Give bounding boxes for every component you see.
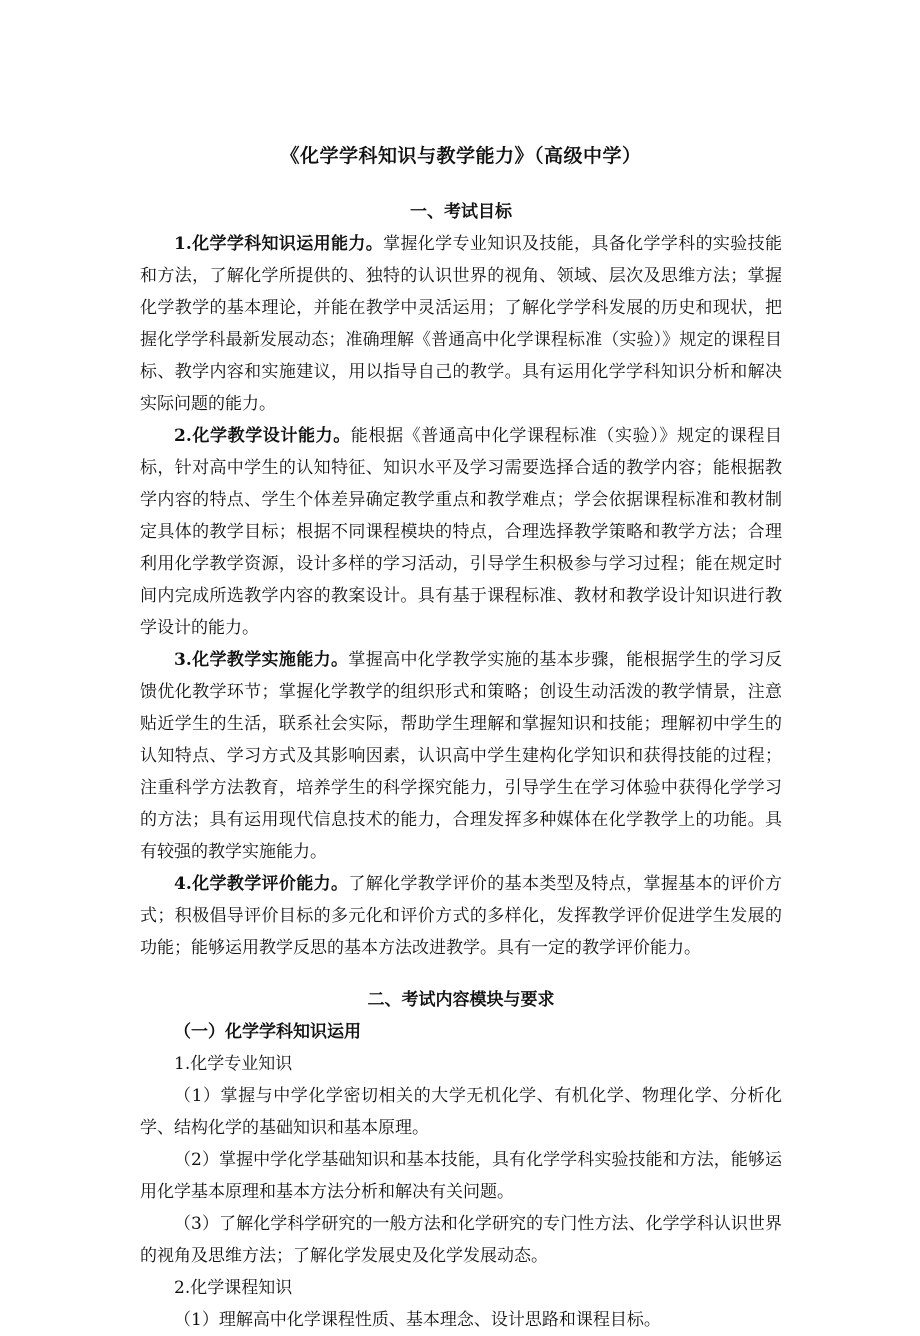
section-2-subheading: （一）化学学科知识运用 <box>174 1022 361 1042</box>
item-2-point-1: （1）理解高中化学课程性质、基本理念、设计思路和课程目标。 <box>174 1310 661 1330</box>
objective-1-text: 掌握化学专业知识及技能，具备化学学科的实验技能和方法，了解化学所提供的、独特的认识世界的视角、领域、层次及思维方法；掌握化学教学的基本理论，并能在教学中灵活运用；了解化学学科发展的历史和现状，把握化学学科最新发展动态；准确理解《普通高中化学课程标准（实验）》规定的课程目标、教学内容和实施建议，用以指导自己的教学。具有运用化学学科知识分析和解决实际问题的能力。 <box>140 234 783 414</box>
document-page <box>140 140 782 1336</box>
item-1-point-1: （1）掌握与中学化学密切相关的大学无机化学、有机化学、物理化学、分析化学、结构化学的基础知识和基本原理。 <box>140 1086 782 1138</box>
objective-4-lead: 4.化学教学评价能力。 <box>174 874 349 894</box>
objective-4-text: 了解化学教学评价的基本类型及特点，掌握基本的评价方式；积极倡导评价目标的多元化和评价方式的多样化，发挥教学评价促进学生发展的功能；能够运用教学反思的基本方法改进教学。具有一定的教学评价能力。 <box>140 874 783 958</box>
objective-paragraph-4 <box>140 868 782 964</box>
objective-paragraph-2 <box>140 420 782 644</box>
item-1-point-2: （2）掌握中学化学基础知识和基本技能，具有化学学科实验技能和方法，能够运用化学基本原理和基本方法分析和解决有关问题。 <box>140 1150 782 1202</box>
document-title: 《化学学科知识与教学能力》（高级中学） <box>280 145 642 167</box>
item-2-heading: 2.化学课程知识 <box>174 1278 293 1298</box>
objective-1-lead: 1.化学学科知识运用能力。 <box>174 234 384 254</box>
objective-2-text: 能根据《普通高中化学课程标准（实验）》规定的课程目标，针对高中学生的认知特征、知识水平及学习需要选择合适的教学内容；能根据教学内容的特点、学生个体差异确定教学重点和教学难点；学会依据课程标准和教材制定具体的教学目标；根据不同课程模块的特点，合理选择教学策略和教学方法；合理利用化学教学资源，设计多样的学习活动，引导学生积极参与学习过程；能在规定时间内完成所选教学内容的教案设计。具有基于课程标准、教材和教学设计知识进行教学设计的能力。 <box>140 426 783 638</box>
item-1-point-3: （3）了解化学科学研究的一般方法和化学研究的专门性方法、化学学科认识世界的视角及思维方法；了解化学发展史及化学发展动态。 <box>140 1214 782 1266</box>
item-1-heading: 1.化学专业知识 <box>174 1054 293 1074</box>
objective-3-lead: 3.化学教学实施能力。 <box>174 650 349 670</box>
objective-3-text: 掌握高中化学教学实施的基本步骤，能根据学生的学习反馈优化教学环节；掌握化学教学的组织形式和策略；创设生动活泼的教学情景，注意贴近学生的生活，联系社会实际，帮助学生理解和掌握知识和技能；理解初中学生的认知特点、学习方式及其影响因素，认识高中学生建构化学知识和获得技能的过程；注重科学方法教育，培养学生的科学探究能力，引导学生在学习体验中获得化学学习的方法；具有运用现代信息技术的能力，合理发挥多种媒体在化学教学上的功能。具有较强的教学实施能力。 <box>140 650 783 862</box>
objective-paragraph-1 <box>140 228 782 420</box>
section-2-heading: 二、考试内容模块与要求 <box>367 990 555 1010</box>
objective-paragraph-3 <box>140 644 782 868</box>
section-1-heading: 一、考试目标 <box>410 202 512 222</box>
objective-2-lead: 2.化学教学设计能力。 <box>174 426 351 446</box>
